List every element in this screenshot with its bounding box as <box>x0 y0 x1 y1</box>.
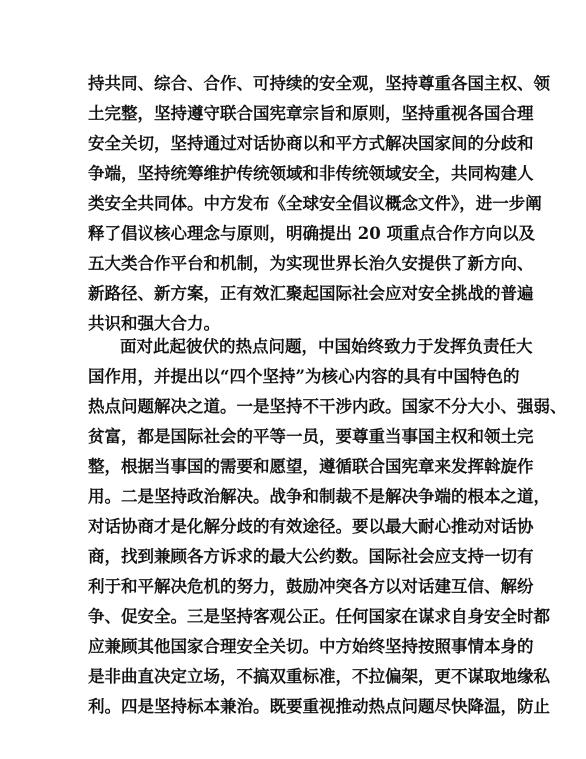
text-line: 整，根据当事国的需要和愿望，遵循联合国宪章来发挥斡旋作 <box>88 457 534 476</box>
text-line: 热点问题解决之道。一是坚持不干涉内政。国家不分大小、强弱、 <box>88 397 567 416</box>
text-line: 争端，坚持统筹维护传统领域和非传统领域安全，共同构建人 <box>88 164 534 183</box>
text-line: 争、促安全。三是坚持客观公正。任何国家在谋求自身安全时都 <box>88 607 550 626</box>
text-line: 类安全共同体。中方发布《全球安全倡议概念文件》，进一步阐 <box>88 194 542 213</box>
text-line: 共识和强大合力。 <box>88 314 220 333</box>
text-line: 持共同、综合、合作、可持续的安全观，坚持尊重各国主权、领 <box>88 74 550 93</box>
text-line: 用。二是坚持政治解决。战争和制裁不是解决争端的根本之道， <box>88 487 550 506</box>
text-line: 土完整，坚持遵守联合国宪章宗旨和原则，坚持重视各国合理 <box>88 104 534 123</box>
text-line: 新路径、新方案，正有效汇聚起国际社会应对安全挑战的普遍 <box>88 284 534 303</box>
text-line: 应兼顾其他国家合理安全关切。中方始终坚持按照事情本身的 <box>88 637 534 656</box>
text-line: 五大类合作平台和机制，为实现世界长治久安提供了新方向、 <box>88 254 534 273</box>
text-line: 释了倡议核心理念与原则，明确提出 20 项重点合作方向以及 <box>88 224 535 243</box>
text-line: 利于和平解决危机的努力，鼓励冲突各方以对话建互信、解纷 <box>88 577 534 596</box>
paragraph-2 <box>88 332 567 722</box>
text-line: 安全关切，坚持通过对话协商以和平方式解决国家间的分歧和 <box>88 134 534 153</box>
text-line: 贫富，都是国际社会的平等一员，要尊重当事国主权和领土完 <box>88 427 534 446</box>
text-line: 对话协商才是化解分歧的有效途径。要以最大耐心推动对话协 <box>88 517 534 536</box>
text-line: 商，找到兼顾各方诉求的最大公约数。国际社会应支持一切有 <box>88 547 534 566</box>
text-line: 是非曲直决定立场，不搞双重标准，不拉偏架，更不谋取地缘私 <box>88 667 550 686</box>
text-line: 国作用，并提出以“四个坚持”为核心内容的具有中国特色的 <box>88 367 520 386</box>
text-line: 利。四是坚持标本兼治。既要重视推动热点问题尽快降温，防止 <box>88 697 550 716</box>
paragraph-1 <box>88 69 550 339</box>
text-line: 面对此起彼伏的热点问题，中国始终致力于发挥负责任大 <box>120 337 533 356</box>
